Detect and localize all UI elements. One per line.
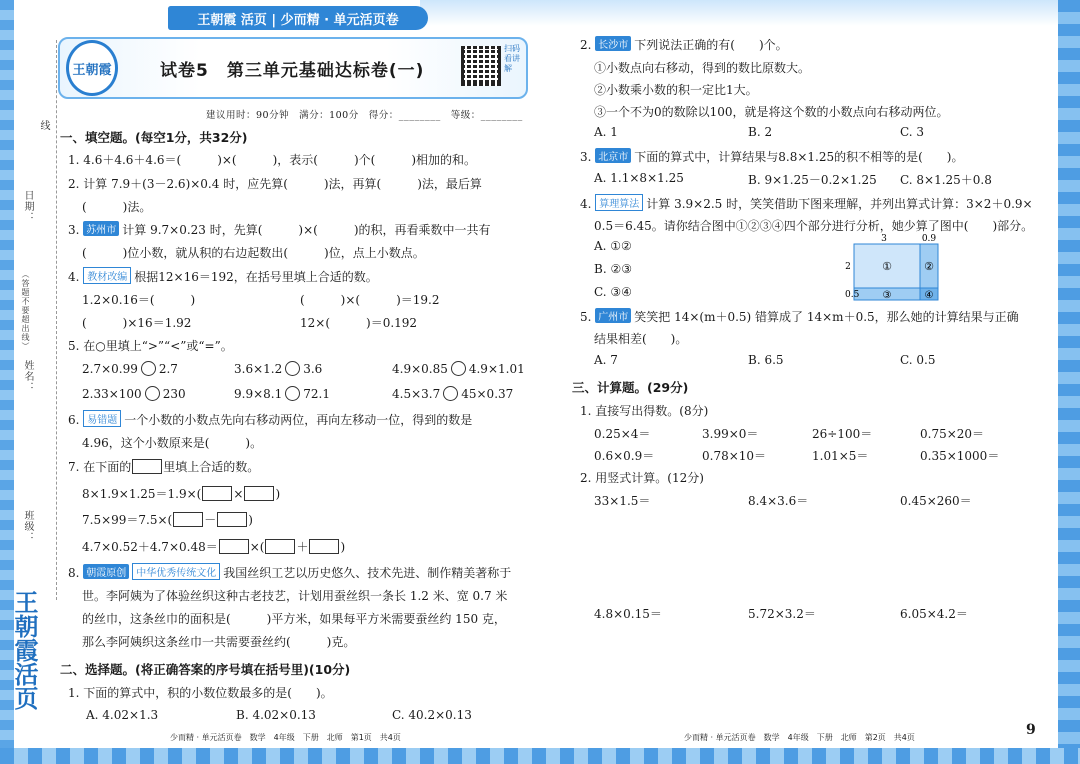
publisher-logo: 王朝霞 xyxy=(66,40,118,96)
question-8-cont: 的丝巾，这条丝巾的面积是( )平方米，如果每平方米需要蚕丝约 150 克， xyxy=(82,612,506,626)
calc-item: 0.45×260＝ xyxy=(900,494,972,508)
compare-circle[interactable] xyxy=(145,386,160,401)
choice-3: 3. 北京市 下面的算式中，计算结果与8.8×1.25的积不相等的是( )。 xyxy=(580,150,964,164)
choice-option: C. 3 xyxy=(900,125,925,139)
right-edge-decoration xyxy=(1058,0,1080,764)
choice-4-cont: 0.5＝6.45。请你结合图中①②③④四个部分进行分析，她少算了图中( )部分。 xyxy=(594,219,1034,233)
region-tag: 北京市 xyxy=(595,148,631,163)
area-model-figure xyxy=(842,232,950,304)
choice-option: C. 0.5 xyxy=(900,353,936,367)
culture-tag: 中华优秀传统文化 xyxy=(132,563,220,580)
choice-option: B. 2 xyxy=(748,125,773,139)
q5-compare: 9.9×8.1 72.1 xyxy=(234,387,330,401)
cut-line xyxy=(56,40,57,600)
compare-circle[interactable] xyxy=(443,386,458,401)
calc-item: 26÷100＝ xyxy=(812,427,873,441)
choice-option: A. 7 xyxy=(594,353,618,367)
statement: ①小数点向右移动，得到的数比原数大。 xyxy=(594,61,811,75)
choice-option: C. 8×1.25＋0.8 xyxy=(900,173,992,187)
brand-logo: 王朝霞活页 xyxy=(10,590,39,710)
question-8-cont: 世。李阿姨为了体验丝织这种古老技艺，计划用蚕丝织一条长 1.2 米、宽 0.7 米 xyxy=(82,589,508,603)
bottom-edge-decoration xyxy=(0,748,1080,764)
question-7: 7. 在下面的 里填上合适的数。 xyxy=(68,460,260,474)
question-5: 5. 在○里填上“>”“<”或“=”。 xyxy=(68,339,233,353)
calc-item: 1.01×5＝ xyxy=(812,449,869,463)
choice-option: A. 4.02×1.3 xyxy=(86,708,159,722)
calc-item: 0.25×4＝ xyxy=(594,427,651,441)
qr-code-pattern xyxy=(461,46,501,86)
sidebar-note: （答题不要超出线） xyxy=(21,270,30,351)
calc-item: 0.35×1000＝ xyxy=(920,449,1000,463)
source-tag: 教材改编 xyxy=(83,267,131,284)
question-3-cont: ( )位小数，就从积的右边起数出( )位，点上小数点。 xyxy=(82,246,425,260)
original-tag: 朝霞原创 xyxy=(83,564,129,579)
choice-5: 5. 广州市 笑笑把 14×(m＋0.5) 错算成了 14×m＋0.5，那么她的计算结果与正确 xyxy=(580,310,1019,324)
tricky-tag: 易错题 xyxy=(83,410,121,427)
question-2: 2. 计算 7.9＋(3－2.6)×0.4 时，应先算( )法，再算( )法，最后算 xyxy=(68,177,482,191)
calc-item: 8.4×3.6＝ xyxy=(748,494,809,508)
choice-option: C. 40.2×0.13 xyxy=(392,708,472,722)
label-0.5: 0.5 xyxy=(845,290,860,300)
footer-right: 少而精 · 单元活页卷 数学 4年级 下册 北师 第2页 共4页 xyxy=(684,733,915,742)
answer-box[interactable] xyxy=(244,486,274,501)
calc-item: 4.8×0.15＝ xyxy=(594,607,662,621)
calc-item: 0.78×10＝ xyxy=(702,449,767,463)
method-tag: 算理算法 xyxy=(595,194,643,211)
q7-line-3: 4.7×0.52＋4.7×0.48＝ ×( ＋ ) xyxy=(82,540,346,554)
choice-option: C. ③④ xyxy=(594,285,632,299)
answer-box[interactable] xyxy=(309,539,339,554)
page-number: 9 xyxy=(1026,722,1036,738)
q5-compare: 2.33×100 230 xyxy=(82,387,186,401)
qr-label: 扫码看讲解 xyxy=(504,44,520,73)
compare-circle[interactable] xyxy=(285,386,300,401)
cut-mark: 线 xyxy=(38,120,49,131)
section-choice: 二、选择题。(将正确答案的序号填在括号里)(10分) xyxy=(60,662,351,677)
date-label: 日期： xyxy=(22,190,33,223)
choice-option: A. 1 xyxy=(594,125,618,139)
series-banner xyxy=(168,6,428,30)
q4-item-3: ( )×16＝1.92 xyxy=(82,316,192,330)
choice-option: B. 9×1.25－0.2×1.25 xyxy=(748,173,877,187)
question-2-cont: ( )法。 xyxy=(82,200,152,214)
compare-circle[interactable] xyxy=(141,361,156,376)
q4-item-2: ( )×( )＝19.2 xyxy=(300,293,440,307)
calc-1: 1. 直接写出得数。(8分) xyxy=(580,404,709,418)
class-label: 班级： xyxy=(22,510,33,543)
q5-compare: 4.9×0.85 4.9×1.01 xyxy=(392,362,525,376)
q5-compare: 3.6×1.2 3.6 xyxy=(234,362,323,376)
answer-box[interactable] xyxy=(219,539,249,554)
label-0.9: 0.9 xyxy=(921,234,937,244)
calc-item: 0.75×20＝ xyxy=(920,427,985,441)
choice-option: A. 1.1×8×1.25 xyxy=(594,171,684,185)
q5-compare: 4.5×3.7 45×0.37 xyxy=(392,387,514,401)
answer-box[interactable] xyxy=(202,486,232,501)
region-tag: 广州市 xyxy=(595,308,631,323)
choice-4: 4. 算理算法 计算 3.9×2.5 时，笑笑借助下图来理解，并列出算式计算：3×2＋0.9× xyxy=(580,194,1033,212)
mark-2: ② xyxy=(924,260,934,273)
statement: ③一个不为0的数除以100，就是将这个数的小数点向右移动两位。 xyxy=(594,105,949,119)
q7-line-1: 8×1.9×1.25＝1.9×( × ) xyxy=(82,487,281,501)
choice-option: B. ②③ xyxy=(594,262,632,276)
section-fill-in: 一、填空题。(每空1分，共32分) xyxy=(60,130,248,145)
statement: ②小数乘小数的积一定比1大。 xyxy=(594,83,758,97)
calc-item: 5.72×3.2＝ xyxy=(748,607,816,621)
answer-box[interactable] xyxy=(173,512,203,527)
calc-2: 2. 用竖式计算。(12分) xyxy=(580,471,704,485)
question-4: 4. 教材改编 根据12×16＝192，在括号里填上合适的数。 xyxy=(68,267,378,285)
answer-box[interactable] xyxy=(265,539,295,554)
mark-1: ① xyxy=(882,260,892,273)
question-8: 8. 朝霞原创 中华优秀传统文化 我国丝织工艺以历史悠久、技术先进、制作精美著称于 xyxy=(68,563,511,581)
choice-option: B. 6.5 xyxy=(748,353,784,367)
question-1: 1. 4.6＋4.6＋4.6＝( )×( )，表示( )个( )相加的和。 xyxy=(68,153,477,167)
q7-line-2: 7.5×99＝7.5×( － ) xyxy=(82,513,253,527)
choice-option: A. ①② xyxy=(594,239,632,253)
calc-item: 6.05×4.2＝ xyxy=(900,607,968,621)
question-3: 3. 苏州市 计算 9.7×0.23 时，先算( )×( )的积，再看乘数中一共有 xyxy=(68,223,491,237)
top-edge-decoration xyxy=(420,0,1060,26)
name-label: 姓名： xyxy=(22,360,33,393)
paper-meta: 建议用时：90分钟 满分：100分 得分：________ 等级：________ xyxy=(206,110,523,121)
q4-item-4: 12×( )＝0.192 xyxy=(300,316,418,330)
paper-title: 试卷5 第三单元基础达标卷(一) xyxy=(160,61,425,81)
choice-2: 2. 长沙市 下列说法正确的有( )个。 xyxy=(580,38,788,52)
region-tag: 长沙市 xyxy=(595,36,631,51)
q4-item-1: 1.2×0.16＝( ) xyxy=(82,293,196,307)
compare-circle[interactable] xyxy=(285,361,300,376)
question-6-cont: 4.96，这个小数原来是( )。 xyxy=(82,436,263,450)
choice-1: 1. 下面的算式中，积的小数位数最多的是( )。 xyxy=(68,686,333,700)
choice-option: B. 4.02×0.13 xyxy=(236,708,316,722)
mark-3: ③ xyxy=(882,290,892,301)
label-3: 3 xyxy=(881,234,887,244)
calc-item: 3.99×0＝ xyxy=(702,427,759,441)
question-8-cont: 那么李阿姨织这条丝巾一共需要蚕丝约( )克。 xyxy=(82,635,356,649)
label-2: 2 xyxy=(845,262,851,272)
region-tag: 苏州市 xyxy=(83,221,119,236)
q5-compare: 2.7×0.99 2.7 xyxy=(82,362,178,376)
answer-box[interactable] xyxy=(217,512,247,527)
question-6: 6. 易错题 一个小数的小数点先向右移动两位，再向左移动一位，得到的数是 xyxy=(68,410,472,428)
mark-4: ④ xyxy=(924,290,934,301)
compare-circle[interactable] xyxy=(451,361,466,376)
calc-item: 0.6×0.9＝ xyxy=(594,449,655,463)
section-calculation: 三、计算题。(29分) xyxy=(572,380,689,395)
footer-left: 少而精 · 单元活页卷 数学 4年级 下册 北师 第1页 共4页 xyxy=(170,733,401,742)
choice-5-cont: 结果相差( )。 xyxy=(594,332,688,346)
answer-box xyxy=(132,459,162,474)
banner-text: 王朝霞 活页 | 少而精 · 单元活页卷 xyxy=(197,12,399,28)
calc-item: 33×1.5＝ xyxy=(594,494,651,508)
